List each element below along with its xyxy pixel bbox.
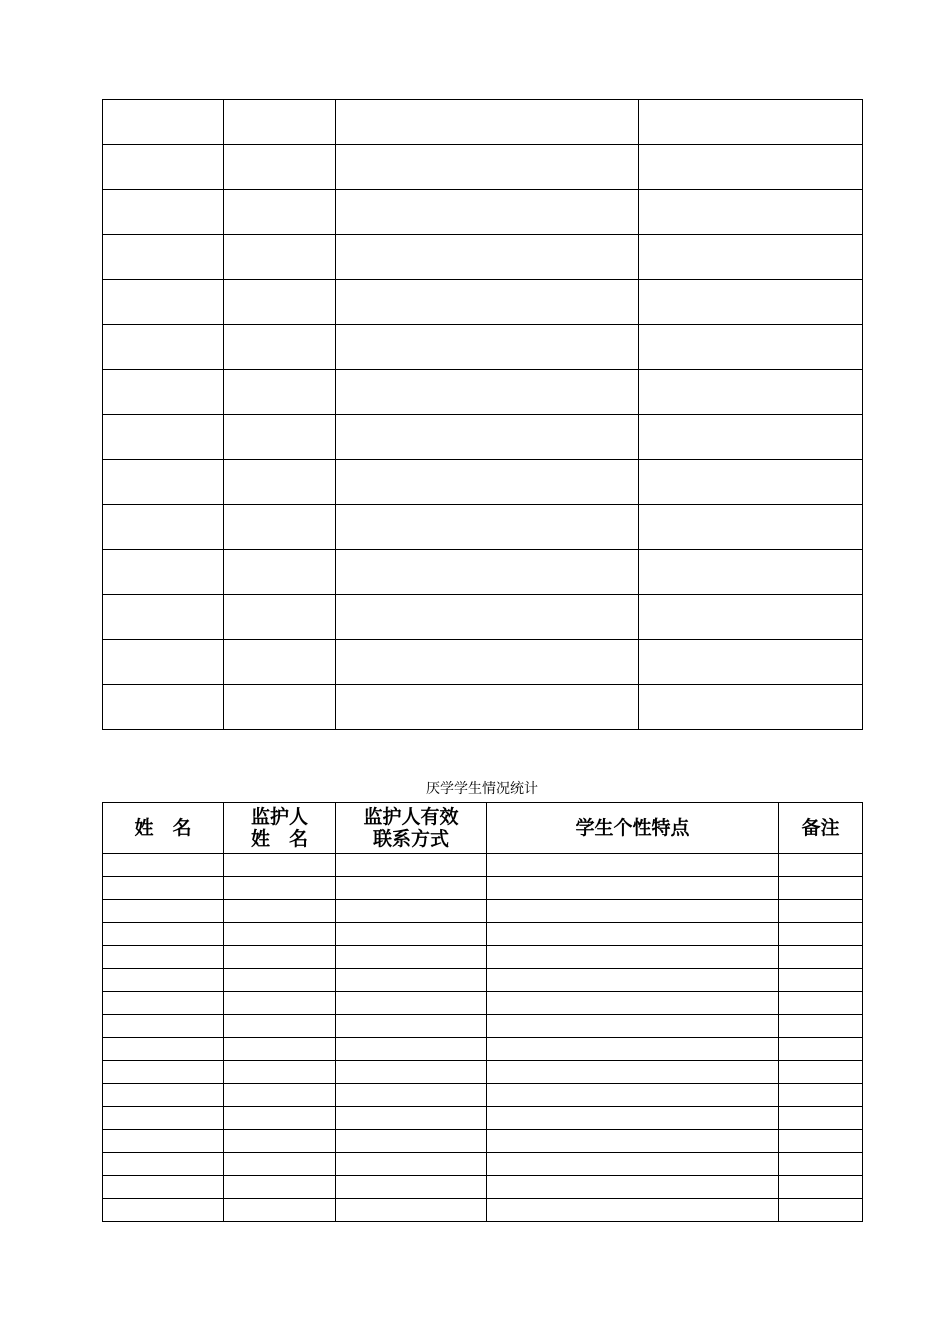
table-cell: [103, 505, 224, 550]
header-guardian-contact: [336, 803, 487, 854]
table-cell: [336, 946, 487, 969]
table-row: [103, 1199, 863, 1222]
table-cell: [336, 370, 639, 415]
table-cell: [779, 1176, 863, 1199]
table-cell: [103, 1107, 224, 1130]
table-cell: [336, 1199, 487, 1222]
table-cell: [224, 877, 336, 900]
table-cell: [103, 640, 224, 685]
table-cell: [336, 1176, 487, 1199]
table-cell: [336, 1084, 487, 1107]
table-cell: [224, 550, 336, 595]
table-cell: [336, 923, 487, 946]
table-cell: [103, 145, 224, 190]
table-row: [103, 460, 863, 505]
table-cell: [639, 370, 863, 415]
table-row: [103, 1015, 863, 1038]
table-row: [103, 992, 863, 1015]
table-cell: [779, 1038, 863, 1061]
table-cell: [336, 550, 639, 595]
table-cell: [103, 992, 224, 1015]
table-cell: [336, 1153, 487, 1176]
table-cell: [103, 969, 224, 992]
table-row: [103, 1107, 863, 1130]
table-cell: [336, 685, 639, 730]
table-cell: [336, 1107, 487, 1130]
table-cell: [639, 280, 863, 325]
table-cell: [224, 505, 336, 550]
table-cell: [336, 280, 639, 325]
table-cell: [224, 100, 336, 145]
table-row: [103, 640, 863, 685]
table-cell: [336, 1015, 487, 1038]
table-cell: [224, 595, 336, 640]
table-cell: [103, 460, 224, 505]
table-row: [103, 550, 863, 595]
table-cell: [103, 854, 224, 877]
header-personality: [487, 803, 779, 854]
table-row: [103, 923, 863, 946]
table-cell: [224, 1130, 336, 1153]
table-cell: [103, 1199, 224, 1222]
table-cell: [224, 1153, 336, 1176]
table-cell: [103, 370, 224, 415]
table-cell: [336, 1038, 487, 1061]
table-row: [103, 100, 863, 145]
table-cell: [103, 923, 224, 946]
table-cell: [224, 1038, 336, 1061]
table-cell: [487, 1061, 779, 1084]
table-cell: [779, 992, 863, 1015]
table-cell: [336, 235, 639, 280]
table-cell: [336, 1130, 487, 1153]
table-cell: [103, 415, 224, 460]
table-cell: [639, 685, 863, 730]
table-cell: [639, 595, 863, 640]
truant-students-table: [102, 802, 863, 1222]
table-cell: [487, 1153, 779, 1176]
table-cell: [639, 460, 863, 505]
table-cell: [103, 1038, 224, 1061]
table-cell: [779, 1199, 863, 1222]
table-cell: [224, 685, 336, 730]
table-row: [103, 1153, 863, 1176]
table-cell: [224, 415, 336, 460]
table-cell: [779, 923, 863, 946]
table-cell: [103, 900, 224, 923]
table-cell: [224, 854, 336, 877]
table-cell: [103, 1015, 224, 1038]
table-cell: [336, 505, 639, 550]
table-cell: [336, 415, 639, 460]
table-cell: [487, 877, 779, 900]
table-cell: [639, 505, 863, 550]
table-cell: [779, 969, 863, 992]
header-guardian-name: [224, 803, 336, 854]
table-cell: [336, 969, 487, 992]
table-cell: [779, 877, 863, 900]
table-cell: [336, 145, 639, 190]
table-cell: [224, 1084, 336, 1107]
table-cell: [336, 877, 487, 900]
table-row: [103, 685, 863, 730]
table-cell: [487, 854, 779, 877]
table-cell: [224, 969, 336, 992]
table-cell: [224, 1199, 336, 1222]
table-cell: [487, 969, 779, 992]
table-cell: [487, 1199, 779, 1222]
table-cell: [103, 1130, 224, 1153]
table-cell: [224, 900, 336, 923]
table-cell: [103, 235, 224, 280]
table-row: [103, 1176, 863, 1199]
table-cell: [103, 1153, 224, 1176]
table-cell: [103, 946, 224, 969]
table-row: [103, 415, 863, 460]
table-cell: [336, 640, 639, 685]
table-cell: [336, 1061, 487, 1084]
header-guardian-name-line1: 监护人: [250, 806, 308, 828]
table-cell: [639, 550, 863, 595]
table-cell: [487, 923, 779, 946]
table-cell: [487, 1176, 779, 1199]
table-cell: [103, 685, 224, 730]
table-row: [103, 190, 863, 235]
stats-table-title: 厌学学生情况统计: [426, 781, 538, 797]
table-cell: [336, 190, 639, 235]
table-cell: [336, 460, 639, 505]
table-cell: [487, 1038, 779, 1061]
table-cell: [639, 415, 863, 460]
table-cell: [224, 145, 336, 190]
table-row: [103, 1130, 863, 1153]
table-cell: [487, 1130, 779, 1153]
table-cell: [224, 280, 336, 325]
table-row: [103, 280, 863, 325]
table-cell: [336, 325, 639, 370]
table-cell: [224, 1107, 336, 1130]
table-cell: [224, 923, 336, 946]
table-cell: [639, 640, 863, 685]
table-cell: [639, 145, 863, 190]
table-cell: [779, 1107, 863, 1130]
table-row: [103, 505, 863, 550]
table-row: [103, 325, 863, 370]
table-cell: [224, 370, 336, 415]
table-cell: [103, 550, 224, 595]
table-cell: [224, 1176, 336, 1199]
table-cell: [224, 1061, 336, 1084]
table-cell: [224, 235, 336, 280]
table-cell: [779, 1153, 863, 1176]
table-cell: [103, 325, 224, 370]
table-cell: [224, 460, 336, 505]
table-cell: [487, 946, 779, 969]
table-cell: [639, 235, 863, 280]
table-cell: [103, 1061, 224, 1084]
table-cell: [487, 1084, 779, 1107]
table-row: [103, 900, 863, 923]
table-cell: [487, 900, 779, 923]
table-cell: [103, 280, 224, 325]
table-cell: [336, 595, 639, 640]
table-cell: [224, 1015, 336, 1038]
table-cell: [336, 992, 487, 1015]
table-cell: [103, 877, 224, 900]
table-cell: [487, 1015, 779, 1038]
table-cell: [487, 992, 779, 1015]
header-guardian-name-line2: 姓 名: [250, 828, 308, 850]
table-cell: [224, 325, 336, 370]
table-cell: [336, 100, 639, 145]
table-cell: [224, 190, 336, 235]
header-remarks: [779, 803, 863, 854]
table-cell: [779, 1015, 863, 1038]
table-cell: [336, 900, 487, 923]
header-guardian-contact-line1: 监护人有效: [363, 806, 459, 828]
table-row: [103, 145, 863, 190]
table-cell: [103, 100, 224, 145]
header-remarks-line1: 备注: [801, 817, 840, 839]
table-cell: [639, 325, 863, 370]
table-cell: [779, 854, 863, 877]
table-cell: [639, 190, 863, 235]
table-row: [103, 969, 863, 992]
table-row: [103, 946, 863, 969]
header-personality-line1: 学生个性特点: [575, 817, 690, 839]
table-row: [103, 370, 863, 415]
header-name: [103, 803, 224, 854]
table-cell: [779, 1130, 863, 1153]
table-cell: [639, 100, 863, 145]
table-row: [103, 595, 863, 640]
table-cell: [224, 946, 336, 969]
table-row: [103, 1061, 863, 1084]
table-cell: [779, 946, 863, 969]
table-row: [103, 1084, 863, 1107]
header-row: [103, 803, 863, 854]
table-cell: [336, 854, 487, 877]
header-name-line1: 姓 名: [134, 817, 192, 839]
header-guardian-contact-line2: 联系方式: [372, 828, 449, 850]
table-cell: [487, 1107, 779, 1130]
table-cell: [224, 640, 336, 685]
table-cell: [103, 595, 224, 640]
table-row: [103, 235, 863, 280]
blank-table-top: [102, 99, 863, 730]
table-row: [103, 877, 863, 900]
table-cell: [103, 190, 224, 235]
table-row: [103, 1038, 863, 1061]
table-row: [103, 854, 863, 877]
table-cell: [779, 900, 863, 923]
table-cell: [103, 1176, 224, 1199]
table-cell: [779, 1061, 863, 1084]
table-cell: [779, 1084, 863, 1107]
table-cell: [103, 1084, 224, 1107]
table-cell: [224, 992, 336, 1015]
